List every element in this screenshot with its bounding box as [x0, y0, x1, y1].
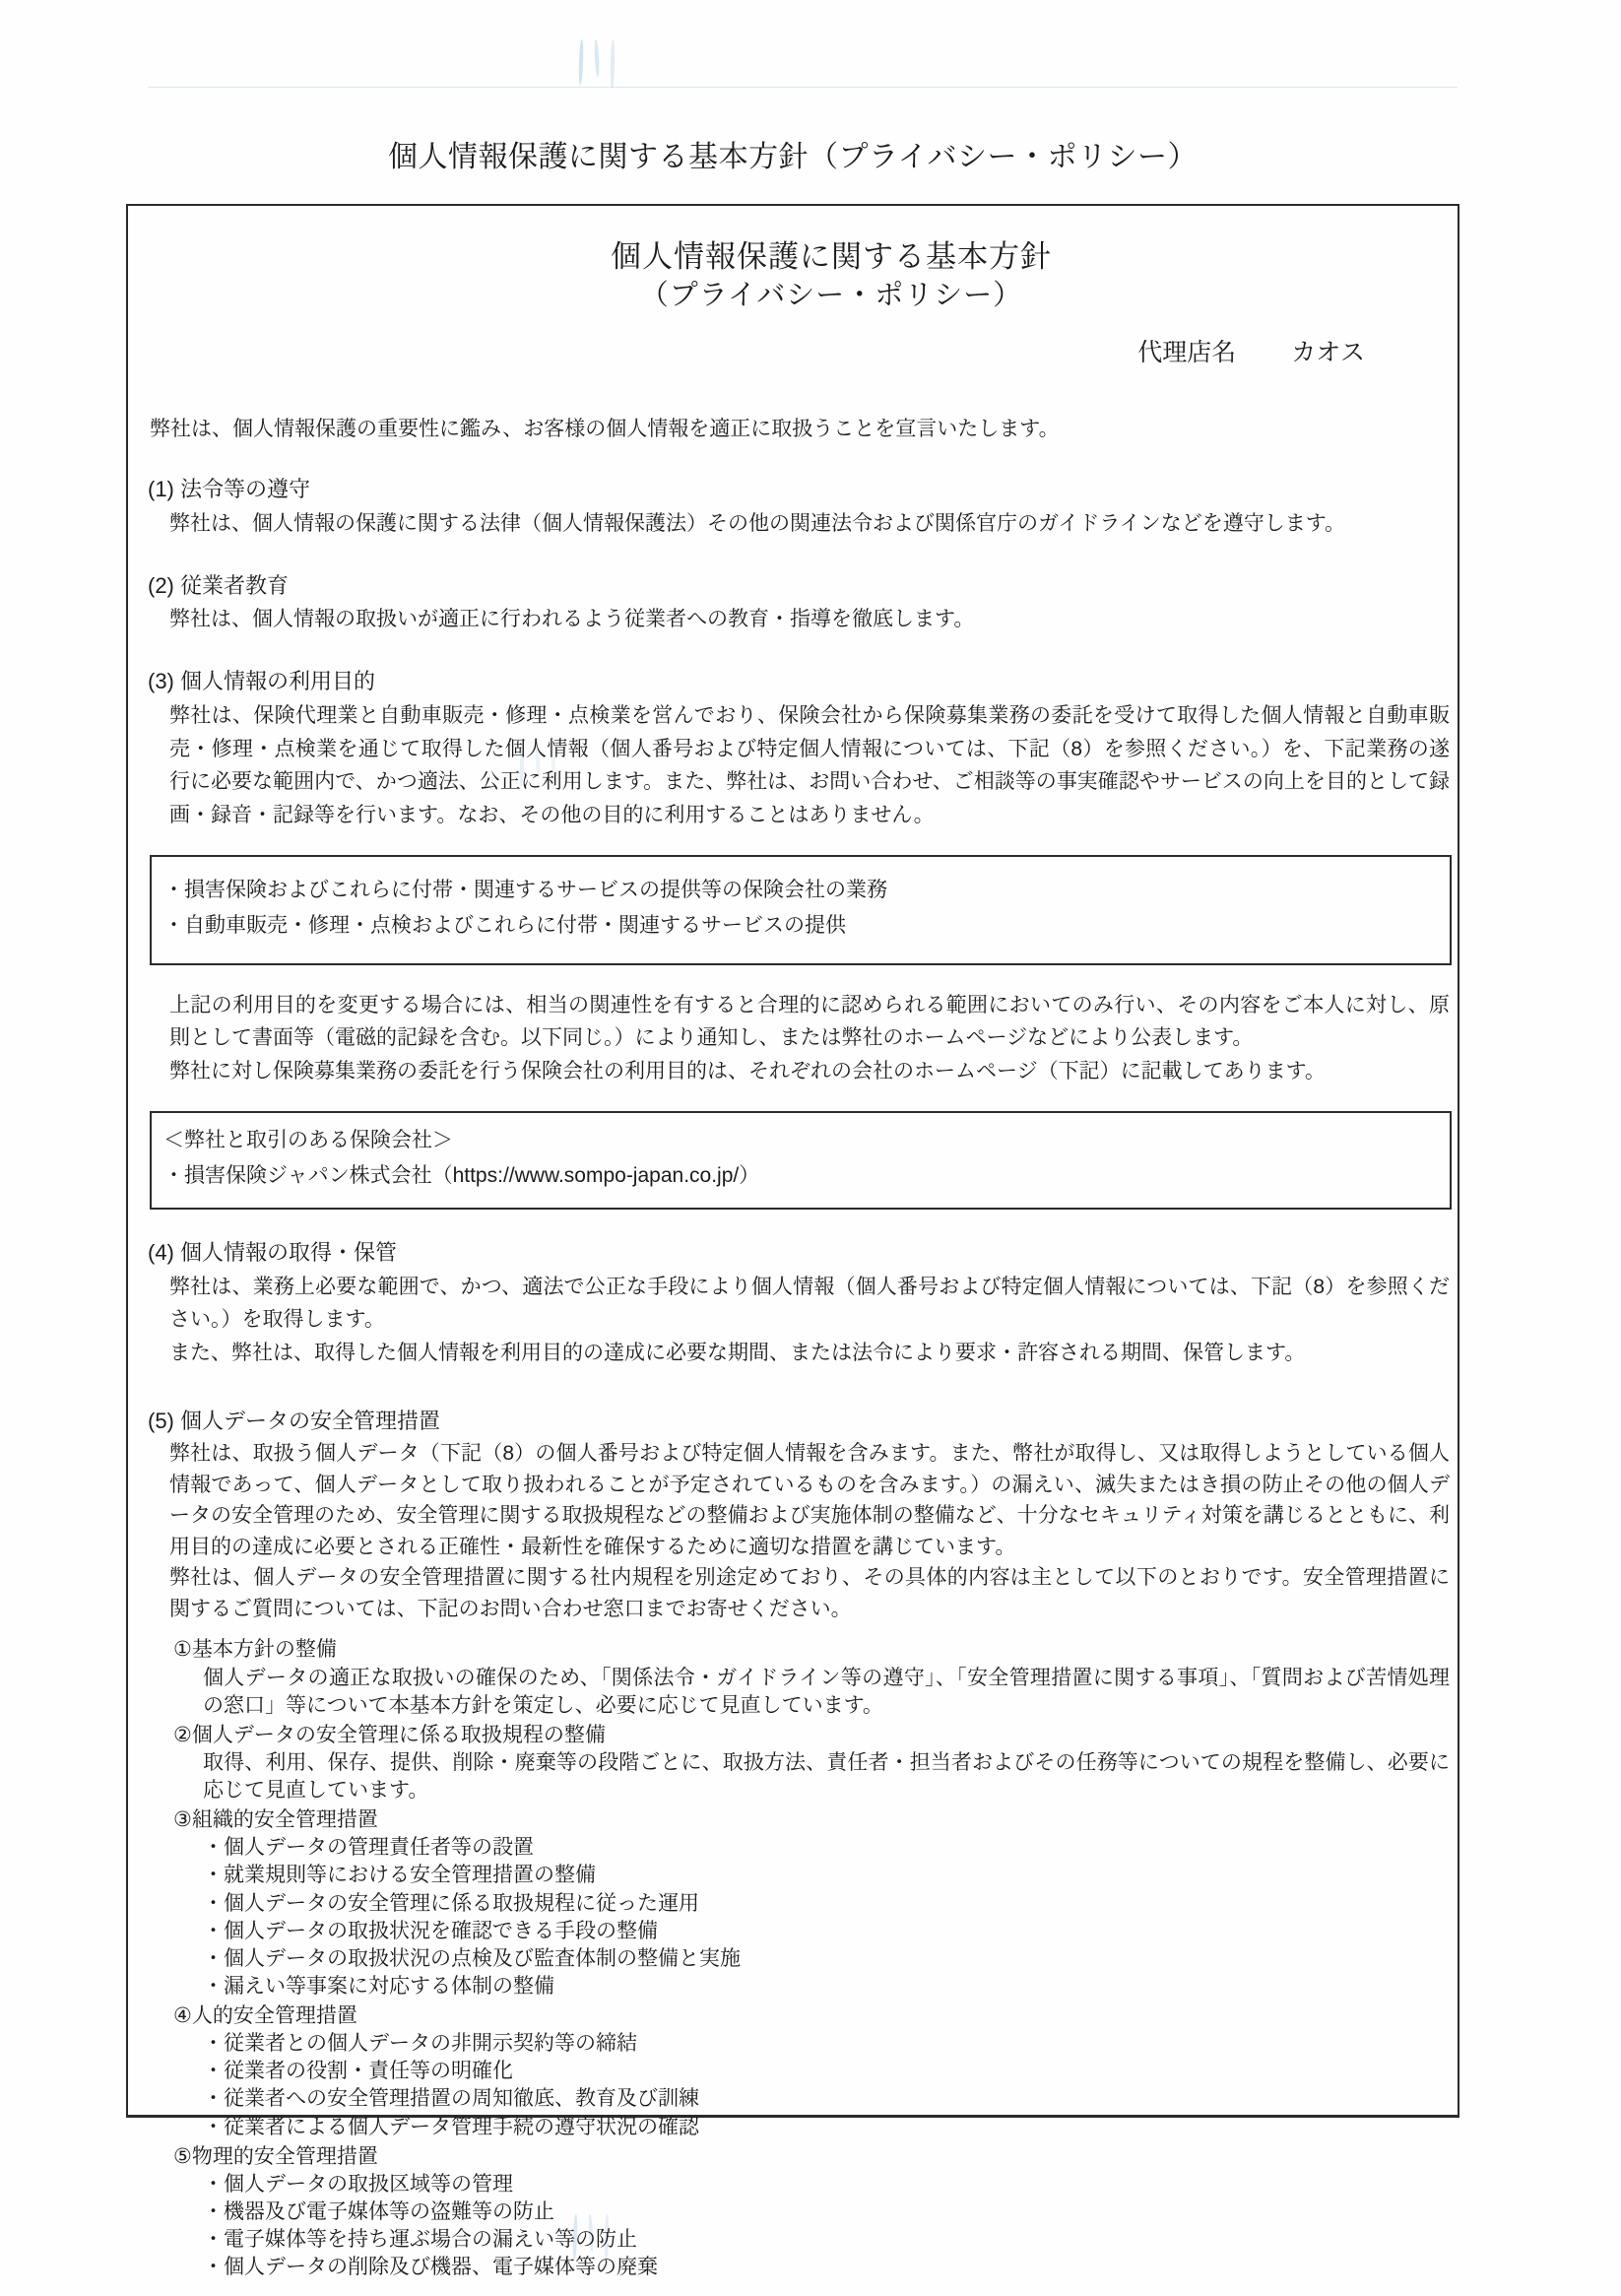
measure-5-label: 物理的安全管理措置	[191, 2144, 378, 2168]
measure-1-label: 基本方針の整備	[191, 1638, 337, 1662]
section-5-body-2: 弊社は、個人データの安全管理措置に関する社内規程を別途定めており、その具体的内容は主として以下のとおりです。安全管理措置に関するご質問については、下記のお問い合わせ窓口までお寄せください。	[169, 1566, 1450, 1620]
list-item: ・電子媒体等を持ち運ぶ場合の漏えい等の防止	[203, 2228, 637, 2252]
document-title: 個人情報保護に関する基本方針	[611, 239, 1052, 274]
section-4-body-2: また、弊社は、取得した個人情報を利用目的の達成に必要な期間、または法令により要求・許容される期間、保管します。	[169, 1341, 1306, 1364]
measure-3-number: ③	[173, 1808, 192, 1832]
document-subtitle: （プライバシー・ポリシー）	[639, 279, 1023, 311]
usage-change-paragraph: 上記の利用目的を変更する場合には、相当の関連性を有すると合理的に認められる範囲においてのみ行い、その内容をご本人に対し、原則として書面等（電磁的記録を含む。以下同じ。）により通知し、または弊社のホームページなどにより公表します。	[169, 993, 1450, 1050]
measure-4-label: 人的安全管理措置	[191, 2004, 357, 2028]
insurer-item: ・損害保険ジャパン株式会社（https://www.sompo-japan.co.jp/）	[163, 1164, 760, 1188]
insurers-box	[150, 1111, 1452, 1209]
measure-3-list	[173, 1834, 1450, 2001]
measure-4-number: ④	[173, 2004, 192, 2028]
page-title: 個人情報保護に関する基本方針（プライバシー・ポリシー）	[388, 141, 1198, 173]
list-item: ・個人データの安全管理に係る取扱規程に従った運用	[203, 1891, 699, 1915]
list-item: ・漏えい等事案に対応する体制の整備	[203, 1974, 554, 1998]
measure-2-number: ②	[173, 1723, 192, 1746]
insurer-delegation-paragraph: 弊社に対し保険募集業務の委託を行う保険会社の利用目的は、それぞれの会社のホームページ（下記）に記載してあります。	[169, 1059, 1326, 1082]
measure-1-title	[173, 1636, 1450, 1664]
measure-1-number: ①	[173, 1638, 192, 1662]
measure-5-number: ⑤	[173, 2144, 192, 2168]
agency-name: カオス	[1291, 338, 1365, 366]
section-3-heading: (3) 個人情報の利用目的	[148, 669, 376, 694]
insurers-box-title: ＜弊社と取引のある保険会社＞	[163, 1129, 453, 1152]
list-item: ・機器及び電子媒体等の盗難等の防止	[203, 2199, 554, 2223]
list-item: ・就業規則等における安全管理措置の整備	[203, 1864, 596, 1887]
purpose-item: ・損害保険およびこれらに付帯・関連するサービスの提供等の保険会社の業務	[163, 879, 887, 902]
section-1-heading: (1) 法令等の遵守	[148, 477, 311, 502]
section-3-body: 弊社は、保険代理業と自動車販売・修理・点検業を営んでおり、保険会社から保険募集業務の委託を受けて取得した個人情報と自動車販売・修理・点検業を通じて取得した個人情報（個人番号および特定個人情報については、下記（8）を参照ください。）を、下記業務の遂行に必要な範囲内で、かつ適法、公正に利用します。また、弊社は、お問い合わせ、ご相談等の事実確認やサービスの向上を目的として録画・録音・記録等を行います。なお、その他の目的に利用することはありません。	[169, 703, 1450, 826]
list-item: ・個人データの管理責任者等の設置	[203, 1836, 534, 1860]
purpose-item: ・自動車販売・修理・点検およびこれらに付帯・関連するサービスの提供	[163, 914, 846, 938]
list-item: ・従業者の役割・責任等の明確化	[203, 2060, 513, 2083]
scan-artifact	[579, 39, 615, 89]
policy-box	[126, 204, 1459, 2279]
list-item: ・個人データの取扱状況の点検及び監査体制の整備と実施	[203, 1946, 741, 1970]
purpose-box	[150, 855, 1452, 964]
measure-5-title	[173, 2143, 1450, 2171]
list-item: ・個人データの取扱状況を確認できる手段の整備	[203, 1919, 658, 1942]
measure-5-list	[173, 2171, 1450, 2282]
measure-3-label: 組織的安全管理措置	[191, 1808, 378, 1832]
measure-2-body: 取得、利用、保存、提供、削除・廃棄等の段階ごとに、取扱方法、責任者・担当者およびその任務等についての規程を整備し、必要に応じて見直しています。	[203, 1750, 1450, 1803]
measure-2-label: 個人データの安全管理に係る取扱規程の整備	[191, 1723, 606, 1746]
safety-measures	[148, 1636, 1450, 2281]
agency-line	[148, 333, 1450, 368]
intro-paragraph: 弊社は、個人情報保護の重要性に鑑み、お客様の個人情報を適正に取扱うことを宣言いたします。	[150, 417, 1060, 440]
measure-3-title	[173, 1806, 1450, 1834]
section-2-body: 弊社は、個人情報の取扱いが適正に行われるよう従業者への教育・指導を徹底します。	[169, 608, 975, 631]
scan-artifact	[148, 87, 1458, 88]
measure-4-list	[173, 2030, 1450, 2141]
section-5-heading: (5) 個人データの安全管理措置	[148, 1408, 441, 1433]
list-item: ・個人データの取扱区域等の管理	[203, 2172, 513, 2196]
list-item: ・従業者による個人データ管理手続の遵守状況の確認	[203, 2115, 699, 2138]
measure-4-title	[173, 2002, 1450, 2030]
measure-2-title	[173, 1722, 1450, 1749]
agency-label: 代理店名	[1137, 338, 1237, 366]
list-item: ・従業者との個人データの非開示契約等の締結	[203, 2032, 637, 2056]
section-4-heading: (4) 個人情報の取得・保管	[148, 1239, 398, 1265]
section-1-body: 弊社は、個人情報の保護に関する法律（個人情報保護法）その他の関連法令および関係官庁のガイドラインなどを遵守します。	[169, 511, 1346, 535]
list-item: ・従業者への安全管理措置の周知徹底、教育及び訓練	[203, 2087, 699, 2111]
section-2-heading: (2) 従業者教育	[148, 572, 290, 598]
section-5-body-1: 弊社は、取扱う個人データ（下記（8）の個人番号および特定個人情報を含みます。また、幣社が取得し、又は取得しようとしている個人情報であって、個人データとして取り扱われることが予定されているものを含みます。）の漏えい、滅失またはき損の防止その他の個人データの安全管理のため、安全管理に関する取扱規程などの整備および実施体制の整備など、十分なセキュリティ対策を講じるとともに、利用目的の達成に必要とされる正確性・最新性を確保するために適切な措置を講じています。	[169, 1442, 1450, 1558]
section-4-body-1: 弊社は、業務上必要な範囲で、かつ、適法で公正な手段により個人情報（個人番号および特定個人情報については、下記（8）を参照ください。）を取得します。	[169, 1275, 1450, 1332]
list-item: ・個人データの削除及び機器、電子媒体等の廃棄	[203, 2256, 658, 2279]
measure-1-body: 個人データの適正な取扱いの確保のため、「関係法令・ガイドライン等の遵守」、「安全管理措置に関する事項」、「質問および苦情処理の窓口」等について本基本方針を策定し、必要に応じて見直しています。	[203, 1666, 1450, 1717]
